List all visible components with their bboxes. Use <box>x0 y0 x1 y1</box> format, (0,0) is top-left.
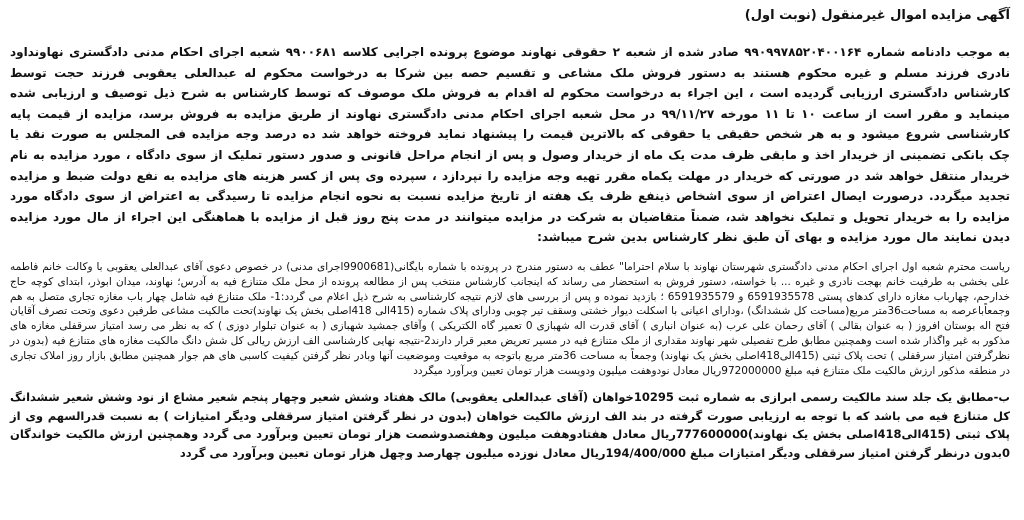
ownership-share-paragraph: ب-مطابق یک جلد سند مالکیت رسمی ابرازی به شماره ثبت 10295خواهان (آقای عبدالعلی یعقوبی) مالک هفتاد وشش شعیر وچهار پنجم شعیر مشاع از نود وشش شعیر ششدانگ کل متنازع فیه می باشد که با توجه به ارزیابی صورت گرفته در بند الف ارزش مالکیت خواهان (بدون در نظر گرفتن امتیاز سرقفلی ودیگر امتیازات ) به نسبت قدرالسهم وی از پلاک ثبتی (415الی418اصلی بخش یک نهاوند)777600000ریال معادل هفتادوهفت میلیون وهفتصدوشصت هزار تومان تعیین وبرآورد می گردد وهمچنین ارزش مالکیت خواندگان 0بدون درنظر گرفتن امتیاز سرقفلی ودیگر امتیازات مبلغ 194/400/000ریال معادل نوزده میلیون چهارصد وچهل هزار تومان تعیین وبرآورد می گردد <box>10 390 1011 460</box>
auction-terms-paragraph: به موجب دادنامه شماره ۹۹۰۹۹۷۸۵۲۰۴۰۰۱۶۴ صادر شده از شعبه ۲ حقوقی نهاوند موضوع پرونده اجرایی کلاسه ۹۹۰۰۶۸۱ شعبه اجرای احکام مدنی دادگستری نهاونداود نادری فرزند مسلم و غیره محکوم هستند به دستور فروش ملک مشاعی و تقسیم حصه بین شرکا به درخواست محکوم له عبدالعلی یعقوبی فرزند حجت توسط کارشناس دادگستری ارزیابی گردیده است ، این اجراء به درخواست محکوم له اقدام به فروش ملک موصوف که توسط کارشناس به شرح ذیل توصیف و ارزیابی شده مینماید و مقرر است از ساعت ۱۰ تا ۱۱ مورخه ۹۹/۱۱/۲۷ در محل شعبه اجرای احکام مدنی دادگستری نهاوند از طریق مزایده به فروش برسد، مزایده از قیمت پایه کارشناسی شروع میشود و به هر شخص حقیقی یا حقوقی که بالاترین قیمت را پیشنهاد نماید فروخته خواهد شد ده درصد وجه مزایده فی المجلس به صورت نقد یا چک بانکی تضمینی از خریدار اخذ و مابقی ظرف مدت یک ماه از خریدار وصول و پس از انجام مراحل قانونی و صدور دستور تملیک از سوی دادگاه ، مورد مزایده به نام خریدار منتقل خواهد شد در صورتی که خریدار در مهلت یکماه مقرر تهیه وجه مزایده را نپردازد ، سپرده وی پس از کسر هزینه های مزایده به نفع دولت ضبط و مزایده تجدید میگردد. درصورت ایصال اعتراض از سوی اشخاص ذینفع ظرف یک هفته از تاریخ مزایده نسبت به نحوه انجام مزایده تا رسیدگی به اعتراض از سوی دادگاه مورد مزایده را به خریدار تحویل و تملیک نخواهد شد، ضمناً متقاضیان به شرکت در مزایده میتوانند در مدت پنج روز قبل از مزایده با هماهنگی این اجراء از مال مورد مزایده دیدن نمایند مال مورد مزایده و بهای آن طبق نظر کارشناس بدین شرح میباشد: <box>10 45 1010 245</box>
expert-report-paragraph: ریاست محترم شعبه اول اجرای احکام مدنی دادگستری شهرستان نهاوند با سلام احتراما" عطف به دستور مندرج در پرونده با شماره بایگانی(9900681اجرای مدنی) در خصوص دعوی آقای عبدالعلی یعقوبی با وکالت خانم فاطمه علی بخشی به طرفیت خانم بهجت نادری و غیره ... با خواسته، دستور فروش به استحضار می رساند که اینجانب کارشناس منتخب پس از مطالعه پرونده از محل ملک متنازع فیه به آدرس؛ نهاوند، میدان ابوذر، ابتدای کوچه حاج خدارحم، چهارباب مغازه دارای کدهای پستی 6591935578 و 6591935579 ؛ بازدید نموده و پس از بررسی های لازم نتیجه کارشناسی به شرح ذیل اعلام می گردد:1- ملک متنازع فیه شامل چهار باب مغازه تجاری متصل به هم وجمعاًباعرصه به مساحت36متر مربع(مساحت کل ششدانگ) ،ودارای اعیانی با اسکلت دیوار خشتی وسقف تیر چوبی ودارای پلاک شماره (415الی 418اصلی بخش یک نهاوند)تحت مالکیت مشاعی طرفین دعوی وتحت تصرف آقایان فتح اله بوستان افروز ( به عنوان بقالی ) آقای رحمان علی عرب (به عنوان انباری ) آقای قدرت اله شهبازی 0 تعمیر گاه الکتریکی ) وآقای جمشید شهبازی ( به عنوان تبلوار دوزی ) که به نظر می رسد امتیاز سرقفلی مغازه های مذکور به غیر واگذار شده است وهمچنین مطابق طرح تفصیلی شهر نهاوند مقداری از ملک متنازع فیه در مسیر تعریض معبر قرار دارند2-نتیجه نهایی کارشناسی الف ارزش ریالی کل شش دانگ مالکیت مغازه های متنازع فیه (بدون در نظرگرفتن امتیاز سرقفلی ) تحت پلاک ثبتی (415الی418اصلی بخش یک نهاوند) وجمعاً به مساحت 36متر مربع باتوجه به موقعیت وموضعیت آنها وبادر نظر گرفتن کیفیت کاسبی های هم جوار همچنین مطابق بازار روز املاک تجاری در منطقه مذکور ارزش مالکیت ملک متنازع فیه مبلغ 972000000ریال معادل نودوهفت میلیون ودویست هزار تومان تعیین وبرآورد میگردد <box>10 260 1010 377</box>
notice-title: آگهی مزایده اموال غیرمنقول (نوبت اول) <box>744 8 1010 23</box>
